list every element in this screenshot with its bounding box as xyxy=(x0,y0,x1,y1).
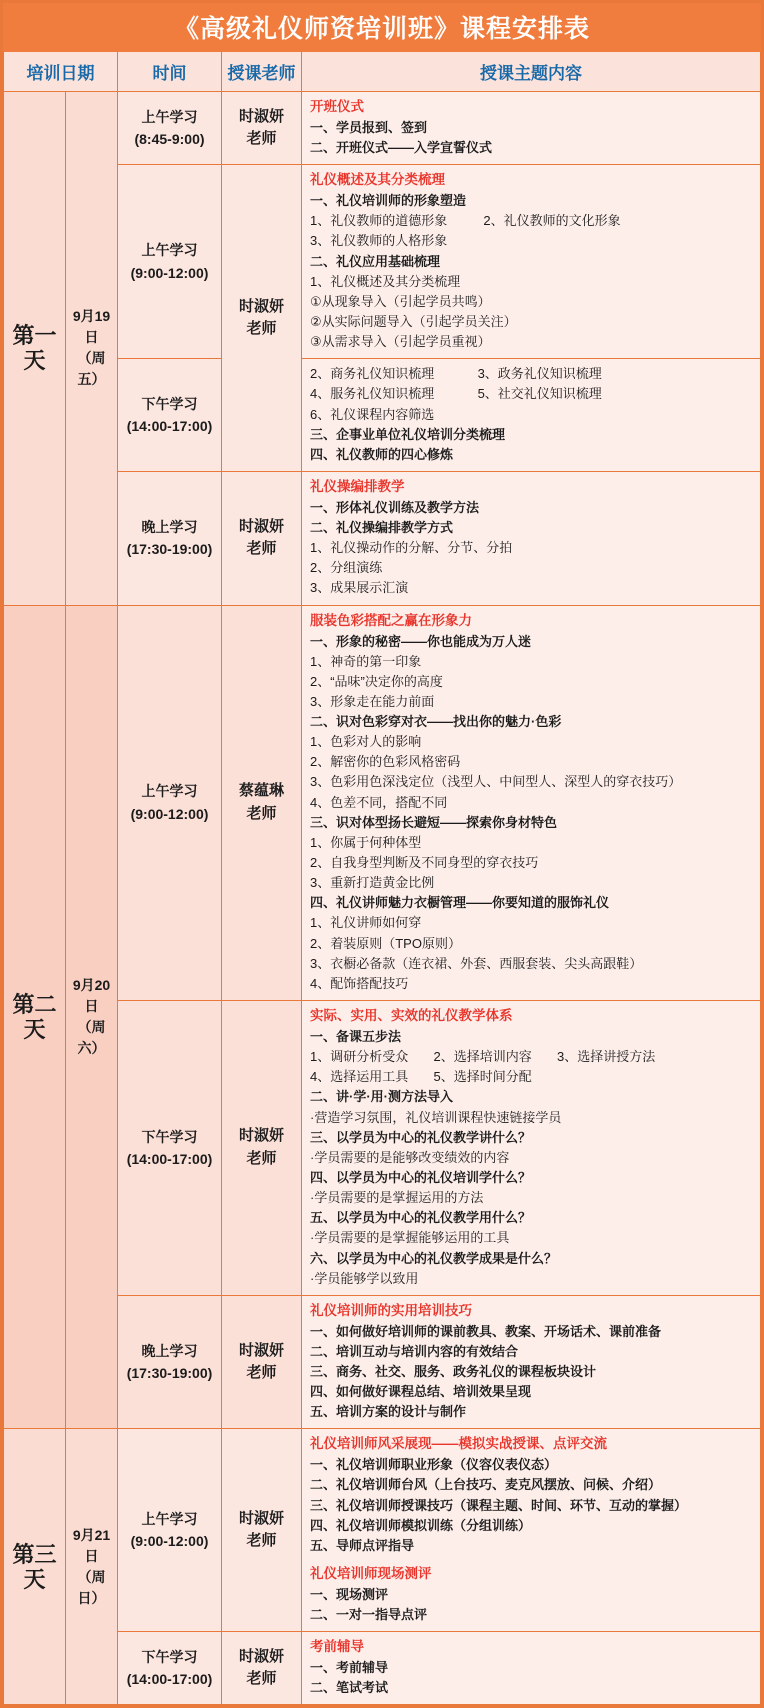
schedule-body xyxy=(4,92,761,1705)
topic-line: 3、形象走在能力前面 xyxy=(310,693,435,709)
table-row xyxy=(4,92,761,165)
topic-line: 一、备课五步法 xyxy=(310,1028,402,1044)
topic-line: ·营造学习氛围，礼仪培训课程快速链接学员 xyxy=(310,1109,562,1125)
column-header-date: 培训日期 xyxy=(4,52,118,92)
time-range-label: (14:00-17:00) xyxy=(126,1671,213,1688)
topic-cell xyxy=(302,1295,761,1429)
teacher-title: 老师 xyxy=(246,1149,277,1167)
date-value: 9月21日 xyxy=(72,1526,111,1564)
topic-line: 3、色彩用色深浅定位（浅型人、中间型人、深型人的穿衣技巧） xyxy=(310,774,682,790)
topic-line: 一、学员报到、签到 xyxy=(310,119,428,135)
topic-heading: 礼仪培训师的实用培训技巧 xyxy=(310,1302,472,1318)
table-row xyxy=(4,165,761,359)
topic-heading: 开班仪式 xyxy=(310,99,364,114)
topic-block-spacer xyxy=(310,1556,752,1564)
table-row xyxy=(4,1429,761,1632)
time-session-label: 下午学习 xyxy=(141,1648,198,1665)
topic-heading: 服装色彩搭配之赢在形象力 xyxy=(310,612,472,628)
teacher-name: 时淑妍 xyxy=(238,1647,284,1665)
topic-heading: 礼仪操编排教学 xyxy=(310,478,405,494)
teacher-name: 时淑妍 xyxy=(238,297,284,315)
topic-line: 2、分组演练 xyxy=(310,560,383,576)
topic-line: ②从实际问题导入（引起学员关注） xyxy=(310,313,517,329)
topic-line: 1、你属于何种体型 xyxy=(310,834,422,850)
time-range-label: (17:30-19:00) xyxy=(126,1365,213,1382)
teacher-name: 时淑妍 xyxy=(238,1341,284,1359)
topic-line: ·学员需要的是掌握能够运用的工具 xyxy=(310,1230,510,1246)
topic-line: 2、着装原则（TPO原则） xyxy=(310,935,461,951)
topic-cell xyxy=(302,1429,761,1632)
topic-heading: 礼仪培训师现场测评 xyxy=(310,1566,432,1582)
topic-line: 二、笔试考试 xyxy=(310,1680,389,1696)
topic-line: 一、现场测评 xyxy=(310,1586,389,1602)
column-header-topic: 授课主题内容 xyxy=(302,52,761,92)
weekday-value: （周五） xyxy=(77,350,106,388)
topic-line: 1、礼仪操动作的分解、分节、分拍 xyxy=(310,540,513,556)
table-row xyxy=(4,359,761,472)
topic-heading: 实际、实用、实效的礼仪教学体系 xyxy=(310,1008,513,1024)
topic-line: 二、培训互动与培训内容的有效结合 xyxy=(310,1343,519,1359)
topic-line: 二、开班仪式——入学宣誓仪式 xyxy=(310,140,493,156)
topic-cell xyxy=(302,1632,761,1705)
column-header-time: 时间 xyxy=(118,52,222,92)
topic-line: 6、礼仪课程内容筛选 xyxy=(310,406,435,422)
time-cell xyxy=(118,1295,222,1429)
schedule-table xyxy=(3,52,761,1705)
topic-line: 3、礼仪教师的人格形象 xyxy=(310,233,448,249)
time-range-label: (9:00-12:00) xyxy=(130,805,209,822)
time-range-label: (17:30-19:00) xyxy=(126,541,213,558)
topic-line: 1、神奇的第一印象 xyxy=(310,653,422,669)
topic-heading: 礼仪概述及其分类梳理 xyxy=(310,172,445,188)
topic-line: 2、商务礼仪知识梳理 3、政务礼仪知识梳理 xyxy=(310,366,602,382)
topic-heading: 考前辅导 xyxy=(310,1639,364,1655)
teacher-name: 蔡蕴琳 xyxy=(238,782,284,800)
topic-line: 五、培训方案的设计与制作 xyxy=(310,1404,467,1420)
topic-line: 三、企事业单位礼仪培训分类梳理 xyxy=(310,426,506,442)
teacher-title: 老师 xyxy=(246,804,277,822)
weekday-value: （周六） xyxy=(77,1018,106,1056)
topic-line: ·学员需要的是掌握运用的方法 xyxy=(310,1190,484,1206)
topic-line: 1、礼仪教师的道德形象 2、礼仪教师的文化形象 xyxy=(310,213,621,229)
topic-line: 五、以学员为中心的礼仪教学用什么？ xyxy=(310,1210,532,1226)
time-range-label: (14:00-17:00) xyxy=(126,1150,213,1167)
topic-line: 一、形体礼仪训练及教学方法 xyxy=(310,499,480,515)
topic-line: 二、礼仪应用基础梳理 xyxy=(310,253,441,269)
topic-line: 二、礼仪操编排教学方式 xyxy=(310,520,454,536)
topic-line: 一、形象的秘密——你也能成为万人迷 xyxy=(310,633,532,649)
time-range-label: (14:00-17:00) xyxy=(126,418,213,435)
teacher-title: 老师 xyxy=(246,1670,277,1688)
time-cell xyxy=(118,471,222,605)
topic-line: 1、礼仪概述及其分类梳理 xyxy=(310,273,461,289)
table-header-row xyxy=(4,52,761,92)
topic-cell xyxy=(302,165,761,359)
topic-line: 二、识对色彩穿对衣——找出你的魅力·色彩 xyxy=(310,714,562,730)
topic-line: 3、成果展示汇演 xyxy=(310,580,409,596)
topic-line: 3、重新打造黄金比例 xyxy=(310,875,435,891)
topic-line: 1、色彩对人的影响 xyxy=(310,734,422,750)
date-value: 9月19日 xyxy=(72,308,111,346)
time-cell xyxy=(118,359,222,472)
day-label: 第三天 xyxy=(4,1429,66,1705)
date-label xyxy=(66,1429,118,1705)
time-range-label: (9:00-12:00) xyxy=(130,1533,209,1550)
teacher-cell xyxy=(222,1001,302,1296)
topic-line: ·学员需要的是能够改变绩效的内容 xyxy=(310,1149,510,1165)
teacher-cell xyxy=(222,605,302,1000)
time-session-label: 上午学习 xyxy=(141,108,198,125)
table-row xyxy=(4,1001,761,1296)
time-session-label: 上午学习 xyxy=(141,1510,198,1527)
topic-line: 四、礼仪讲师魅力衣橱管理——你要知道的服饰礼仪 xyxy=(310,895,610,911)
topic-line: 四、礼仪教师的四心修炼 xyxy=(310,446,454,462)
time-session-label: 晚上学习 xyxy=(141,518,198,535)
topic-line: 四、礼仪培训师模拟训练（分组训练） xyxy=(310,1517,532,1533)
topic-line: 一、如何做好培训师的课前教具、教案、开场话术、课前准备 xyxy=(310,1323,662,1339)
date-label xyxy=(66,92,118,606)
topic-line: 三、商务、社交、服务、政务礼仪的课程板块设计 xyxy=(310,1363,597,1379)
topic-cell xyxy=(302,471,761,605)
time-session-label: 晚上学习 xyxy=(141,1342,198,1359)
time-cell xyxy=(118,605,222,1000)
topic-line: 四、以学员为中心的礼仪培训学什么？ xyxy=(310,1169,532,1185)
table-row xyxy=(4,605,761,1000)
time-cell xyxy=(118,92,222,165)
topic-cell xyxy=(302,1001,761,1296)
time-session-label: 上午学习 xyxy=(141,783,198,800)
topic-line: 三、礼仪培训师授课技巧（课程主题、时间、环节、互动的掌握） xyxy=(310,1497,688,1513)
day-label: 第一天 xyxy=(4,92,66,606)
topic-line: 二、一对一指导点评 xyxy=(310,1607,428,1623)
teacher-title: 老师 xyxy=(246,1532,277,1550)
topic-line: 2、解密你的色彩风格密码 xyxy=(310,754,461,770)
topic-line: 四、如何做好课程总结、培训效果呈现 xyxy=(310,1384,532,1400)
topic-line: 4、服务礼仪知识梳理 5、社交礼仪知识梳理 xyxy=(310,386,602,402)
topic-line: 4、配饰搭配技巧 xyxy=(310,975,409,991)
table-row xyxy=(4,1295,761,1429)
topic-cell xyxy=(302,359,761,472)
teacher-cell xyxy=(222,165,302,472)
teacher-cell xyxy=(222,1632,302,1705)
topic-line: 4、色差不同，搭配不同 xyxy=(310,794,448,810)
day-label: 第二天 xyxy=(4,605,66,1429)
teacher-title: 老师 xyxy=(246,320,277,338)
topic-line: 一、考前辅导 xyxy=(310,1660,389,1676)
teacher-name: 时淑妍 xyxy=(238,1127,284,1145)
time-session-label: 上午学习 xyxy=(141,242,198,259)
teacher-cell xyxy=(222,471,302,605)
topic-heading: 礼仪培训师风采展现——模拟实战授课、点评交流 xyxy=(310,1436,607,1452)
topic-cell xyxy=(302,605,761,1000)
time-cell xyxy=(118,165,222,359)
teacher-name: 时淑妍 xyxy=(238,517,284,535)
teacher-title: 老师 xyxy=(246,1364,277,1382)
time-session-label: 下午学习 xyxy=(141,1128,198,1145)
topic-line: ·学员能够学以致用 xyxy=(310,1270,419,1286)
topic-line: 1、调研分析受众 2、选择培训内容 3、选择讲授方法 xyxy=(310,1049,656,1065)
topic-line: ③从需求导入（引起学员重视） xyxy=(310,334,491,350)
column-header-teacher: 授课老师 xyxy=(222,52,302,92)
topic-line: 1、礼仪讲师如何穿 xyxy=(310,915,422,931)
teacher-cell xyxy=(222,92,302,165)
topic-line: 3、衣橱必备款（连衣裙、外套、西服套装、尖头高跟鞋） xyxy=(310,955,643,971)
topic-line: 4、选择运用工具 5、选择时间分配 xyxy=(310,1069,532,1085)
time-cell xyxy=(118,1632,222,1705)
topic-line: 二、讲·学·用·测方法导入 xyxy=(310,1089,453,1105)
weekday-value: （周日） xyxy=(77,1568,106,1606)
table-row xyxy=(4,471,761,605)
topic-line: ①从现象导入（引起学员共鸣） xyxy=(310,293,491,309)
date-value: 9月20日 xyxy=(72,976,111,1014)
teacher-name: 时淑妍 xyxy=(238,1509,284,1527)
time-range-label: (8:45-9:00) xyxy=(134,131,205,148)
teacher-name: 时淑妍 xyxy=(238,107,284,125)
topic-line: 五、导师点评指导 xyxy=(310,1537,415,1553)
topic-line: 六、以学员为中心的礼仪教学成果是什么？ xyxy=(310,1250,558,1266)
topic-line: 一、礼仪培训师的形象塑造 xyxy=(310,193,467,209)
teacher-title: 老师 xyxy=(246,540,277,558)
topic-line: 二、礼仪培训师台风（上台技巧、麦克风摆放、问候、介绍） xyxy=(310,1477,662,1493)
teacher-title: 老师 xyxy=(246,130,277,148)
page-title: 《高级礼仪师资培训班》课程安排表 xyxy=(3,3,761,52)
teacher-cell xyxy=(222,1429,302,1632)
time-cell xyxy=(118,1001,222,1296)
time-cell xyxy=(118,1429,222,1632)
time-range-label: (9:00-12:00) xyxy=(130,264,209,281)
topic-line: 2、自我身型判断及不同身型的穿衣技巧 xyxy=(310,855,539,871)
topic-line: 三、识对体型扬长避短——探索你身材特色 xyxy=(310,814,558,830)
topic-cell xyxy=(302,92,761,165)
table-row xyxy=(4,1632,761,1705)
topic-line: 三、以学员为中心的礼仪教学讲什么？ xyxy=(310,1129,532,1145)
date-label xyxy=(66,605,118,1429)
topic-line: 一、礼仪培训师职业形象（仪容仪表仪态） xyxy=(310,1457,558,1473)
topic-line: 2、“品味”决定你的高度 xyxy=(310,673,443,689)
time-session-label: 下午学习 xyxy=(141,395,198,412)
teacher-cell xyxy=(222,1295,302,1429)
